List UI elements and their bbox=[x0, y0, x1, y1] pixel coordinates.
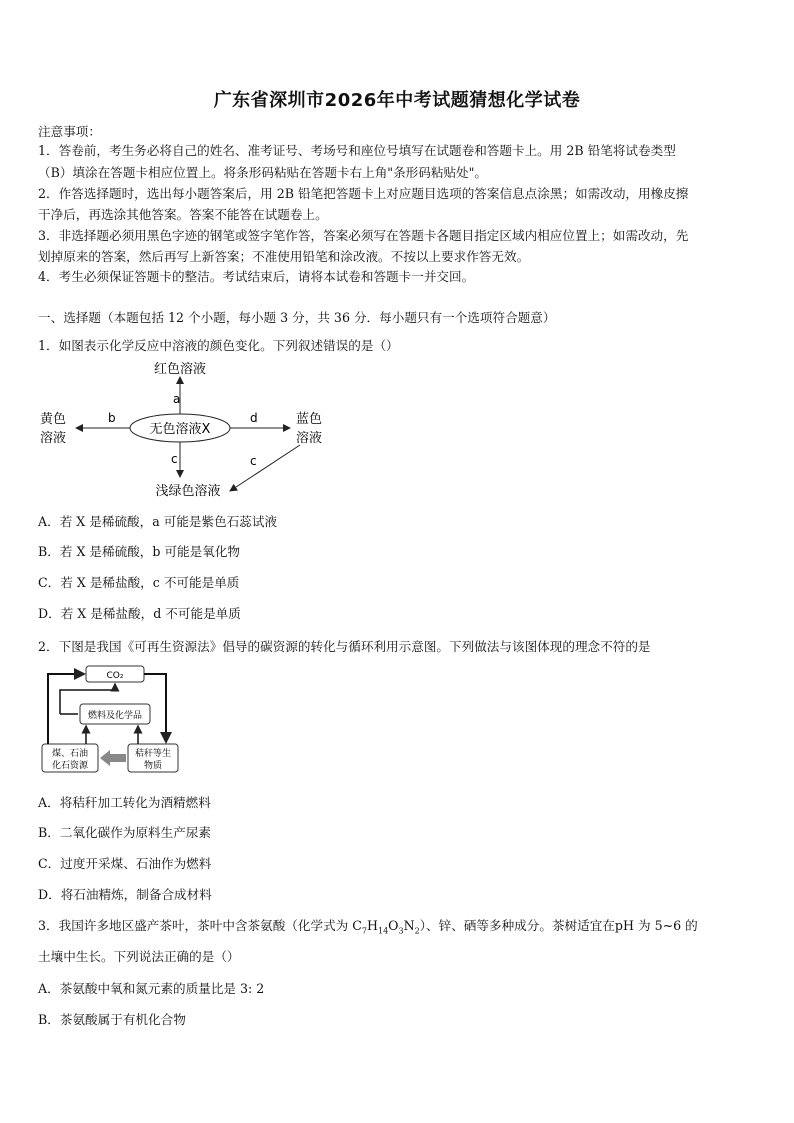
question-2-stem: 2．下图是我国《可再生资源法》倡导的碳资源的转化与循环利用示意图。下列做法与该图体现的理念不符的是 bbox=[38, 639, 651, 654]
notice-line: 2．作答选择题时，选出每小题答案后，用 2B 铅笔把答题卡上对应题目选项的答案信息点涂黑；如需改动，用橡皮擦 bbox=[38, 186, 689, 201]
fossil-label-1: 煤、石油 bbox=[51, 749, 89, 759]
grey-arrow bbox=[100, 750, 126, 766]
fossil-label-2: 化石资源 bbox=[51, 761, 89, 771]
center-label: 无色溶液X bbox=[149, 422, 211, 437]
q3-subscript: 2 bbox=[414, 926, 420, 936]
q3-option-b[interactable]: B．茶氨酸属于有机化合物 bbox=[38, 1012, 186, 1027]
notice-line: 干净后，再选涂其他答案。答案不能答在试题卷上。 bbox=[38, 207, 328, 222]
q2-carbon-cycle-diagram bbox=[38, 660, 188, 778]
question-1-stem: 1．如图表示化学反应中溶液的颜色变化。下列叙述错误的是（） bbox=[38, 338, 399, 353]
arrow-a-label: a bbox=[173, 392, 181, 406]
notice-line: 3．非选择题必须用黑色字迹的钢笔或签字笔作答，答案必须写在答题卡各题目指定区域内相应位置上；如需改动，先 bbox=[38, 228, 689, 243]
q2-option-a[interactable]: A．将秸秆加工转化为酒精燃料 bbox=[38, 795, 211, 810]
notice-line: 1．答卷前，考生务必将自己的姓名、准考证号、考场号和座位号填写在试题卷和答题卡上。用 2B 铅笔将试卷类型 bbox=[38, 143, 676, 158]
notice-line: 划掉原来的答案，然后再写上新答案；不准使用铅笔和涂改液。不按以上要求作答无效。 bbox=[38, 249, 530, 264]
arrow-c-label: c bbox=[171, 452, 178, 466]
co2-label: CO₂ bbox=[106, 671, 124, 681]
q2-option-c[interactable]: C．过度开采煤、石油作为燃料 bbox=[38, 856, 212, 871]
top-label: 红色溶液 bbox=[153, 362, 207, 377]
biomass-label-2: 物质 bbox=[143, 761, 163, 771]
q3-subscript: 14 bbox=[377, 926, 389, 936]
q1-option-d[interactable]: D．若 X 是稀盐酸，d 不可能是单质 bbox=[38, 606, 241, 621]
left-label-2: 溶液 bbox=[40, 431, 67, 446]
q3-subscript: 7 bbox=[361, 926, 367, 936]
notice-line: 4．考生必须保证答题卡的整洁。考试结束后，请将本试卷和答题卡一并交回。 bbox=[38, 269, 475, 284]
notice-heading: 注意事项： bbox=[38, 124, 101, 139]
exam-title: 广东省深圳市2026年中考试题猜想化学试卷 bbox=[213, 90, 581, 111]
notice-line: （B）填涂在答题卡相应位置上。将条形码粘贴在答题卡右上角"条形码粘贴处"。 bbox=[38, 165, 488, 180]
arrow-d-label: d bbox=[250, 411, 258, 425]
question-3-stem-line2: 土壤中生长。下列说法正确的是（） bbox=[38, 949, 240, 964]
q3-stem-part: 3．我国许多地区盛产茶叶，茶叶中含茶氨酸（化学式为 C bbox=[38, 918, 362, 933]
bottom-label: 浅绿色溶液 bbox=[155, 484, 221, 499]
q3-stem-part: N bbox=[403, 918, 415, 933]
q3-stem-part: ）、锌、硒等多种成分。茶树适宜在pH 为 5~6 的 bbox=[419, 918, 698, 933]
arrow-c2-label: c bbox=[250, 454, 257, 468]
q3-stem-part: O bbox=[388, 918, 399, 933]
left-label-1: 黄色 bbox=[40, 412, 67, 427]
q3-option-a[interactable]: A．茶氨酸中氧和氮元素的质量比是 3: 2 bbox=[38, 981, 265, 996]
question-3-stem bbox=[38, 915, 760, 936]
arrow-b-label: b bbox=[108, 411, 116, 425]
q2-option-d[interactable]: D．将石油精炼，制备合成材料 bbox=[38, 887, 212, 902]
biomass-label-1: 秸秆等生 bbox=[134, 749, 172, 759]
q1-option-a[interactable]: A．若 X 是稀硫酸，a 可能是紫色石蕊试液 bbox=[38, 514, 278, 529]
fuel-label: 燃料及化学品 bbox=[87, 711, 143, 721]
q1-option-c[interactable]: C．若 X 是稀盐酸，c 不可能是单质 bbox=[38, 575, 240, 590]
q2-option-b[interactable]: B．二氧化碳作为原料生产尿素 bbox=[38, 825, 211, 840]
section-heading: 一、选择题（本题包括 12 个小题，每小题 3 分，共 36 分．每小题只有一个选项符合题意） bbox=[38, 310, 556, 325]
right-label-2: 溶液 bbox=[296, 431, 323, 446]
q1-color-change-diagram bbox=[30, 355, 350, 505]
q1-option-b[interactable]: B．若 X 是稀硫酸，b 可能是氧化物 bbox=[38, 544, 241, 559]
right-label-1: 蓝色 bbox=[296, 412, 323, 427]
q3-subscript: 3 bbox=[398, 926, 404, 936]
q3-stem-part: H bbox=[367, 918, 378, 933]
